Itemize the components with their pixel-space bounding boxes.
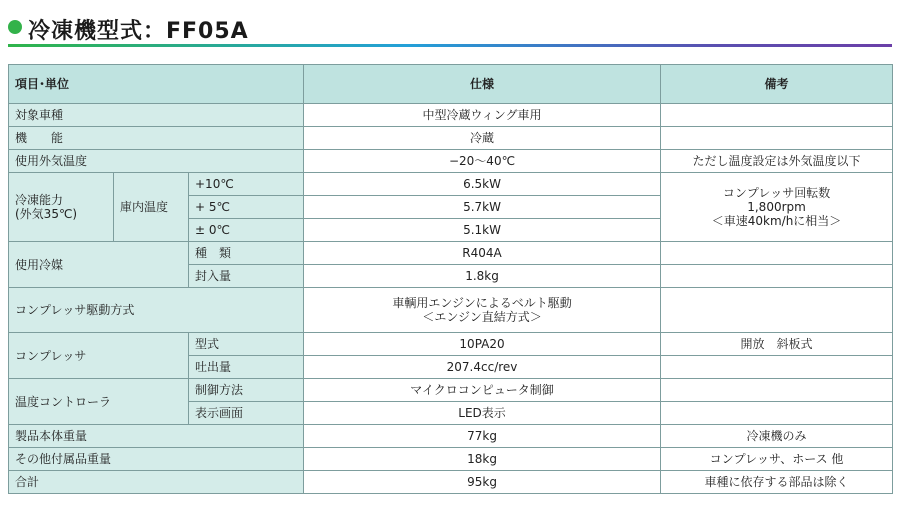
row-note-capacity [661, 173, 893, 242]
refrigerant-charge-label: 封入量 [189, 265, 304, 288]
table-row [9, 173, 893, 196]
table-row [9, 150, 893, 173]
capacity-value: 5.1kW [304, 219, 661, 242]
capacity-note-line3: ＜車速40km/hに相当＞ [711, 214, 842, 228]
controller-display-value: LED表示 [304, 402, 661, 425]
row-label-ambient: 使用外気温度 [9, 150, 304, 173]
page-title: 冷凍機型式：FF05A [28, 19, 249, 44]
compressor-displacement-note [661, 356, 893, 379]
green-bullet-icon [8, 20, 22, 34]
row-label-total: 合計 [9, 471, 304, 494]
capacity-value: 5.7kW [304, 196, 661, 219]
table-row [9, 471, 893, 494]
spec-table [8, 64, 893, 494]
header-spec: 仕様 [304, 65, 661, 104]
capacity-note-line2: 1,800rpm [747, 200, 806, 214]
row-note-function [661, 127, 893, 150]
refrigerant-charge-value: 1.8kg [304, 265, 661, 288]
page-header [8, 14, 892, 50]
controller-display-note [661, 402, 893, 425]
row-note-unit-weight: 冷凍機のみ [661, 425, 893, 448]
row-label-compressor: コンプレッサ [9, 333, 189, 379]
row-label-capacity [9, 173, 114, 242]
capacity-temp: ± 0℃ [189, 219, 304, 242]
refrigerant-type-note [661, 242, 893, 265]
row-value-acc-weight: 18kg [304, 448, 661, 471]
controller-method-value: マイクロコンピュータ制御 [304, 379, 661, 402]
compressor-model-value: 10PA20 [304, 333, 661, 356]
row-sublabel-capacity: 庫内温度 [114, 173, 189, 242]
compressor-model-label: 型式 [189, 333, 304, 356]
controller-method-label: 制御方法 [189, 379, 304, 402]
row-label-acc-weight: その他付属品重量 [9, 448, 304, 471]
row-label-controller: 温度コントローラ [9, 379, 189, 425]
table-row [9, 127, 893, 150]
row-value-ambient: −20〜40℃ [304, 150, 661, 173]
controller-method-note [661, 379, 893, 402]
table-row [9, 448, 893, 471]
capacity-label-line2: (外気35℃) [15, 207, 78, 221]
table-header-row [9, 65, 893, 104]
row-note-vehicle [661, 104, 893, 127]
row-label-function: 機 能 [9, 127, 304, 150]
header-note: 備考 [661, 65, 893, 104]
row-value-function: 冷蔵 [304, 127, 661, 150]
controller-display-label: 表示画面 [189, 402, 304, 425]
drive-value-line1: 車輌用エンジンによるベルト駆動 [392, 296, 572, 310]
row-label-refrigerant: 使用冷媒 [9, 242, 189, 288]
table-row [9, 379, 893, 402]
row-value-drive [304, 288, 661, 333]
capacity-temp: + 5℃ [189, 196, 304, 219]
refrigerant-type-value: R404A [304, 242, 661, 265]
compressor-displacement-label: 吐出量 [189, 356, 304, 379]
table-row [9, 333, 893, 356]
row-label-vehicle: 対象車種 [9, 104, 304, 127]
row-label-drive: コンプレッサ駆動方式 [9, 288, 304, 333]
capacity-temp: +10℃ [189, 173, 304, 196]
capacity-note-line1: コンプレッサ回転数 [722, 186, 831, 200]
row-note-acc-weight: コンプレッサ、ホース 他 [661, 448, 893, 471]
capacity-label-line1: 冷凍能力 [15, 193, 64, 207]
refrigerant-charge-note [661, 265, 893, 288]
compressor-displacement-value: 207.4cc/rev [304, 356, 661, 379]
title-divider [8, 44, 892, 47]
compressor-model-note: 開放 斜板式 [661, 333, 893, 356]
row-note-ambient: ただし温度設定は外気温度以下 [661, 150, 893, 173]
row-note-total: 車種に依存する部品は除く [661, 471, 893, 494]
row-value-total: 95kg [304, 471, 661, 494]
header-item: 項目･単位 [9, 65, 304, 104]
refrigerant-type-label: 種 類 [189, 242, 304, 265]
drive-value-line2: ＜エンジン直結方式＞ [422, 310, 542, 324]
table-row [9, 242, 893, 265]
row-value-unit-weight: 77kg [304, 425, 661, 448]
table-row [9, 425, 893, 448]
row-note-drive [661, 288, 893, 333]
row-label-unit-weight: 製品本体重量 [9, 425, 304, 448]
row-value-vehicle: 中型冷蔵ウィング車用 [304, 104, 661, 127]
table-row [9, 104, 893, 127]
table-row [9, 288, 893, 333]
capacity-value: 6.5kW [304, 173, 661, 196]
